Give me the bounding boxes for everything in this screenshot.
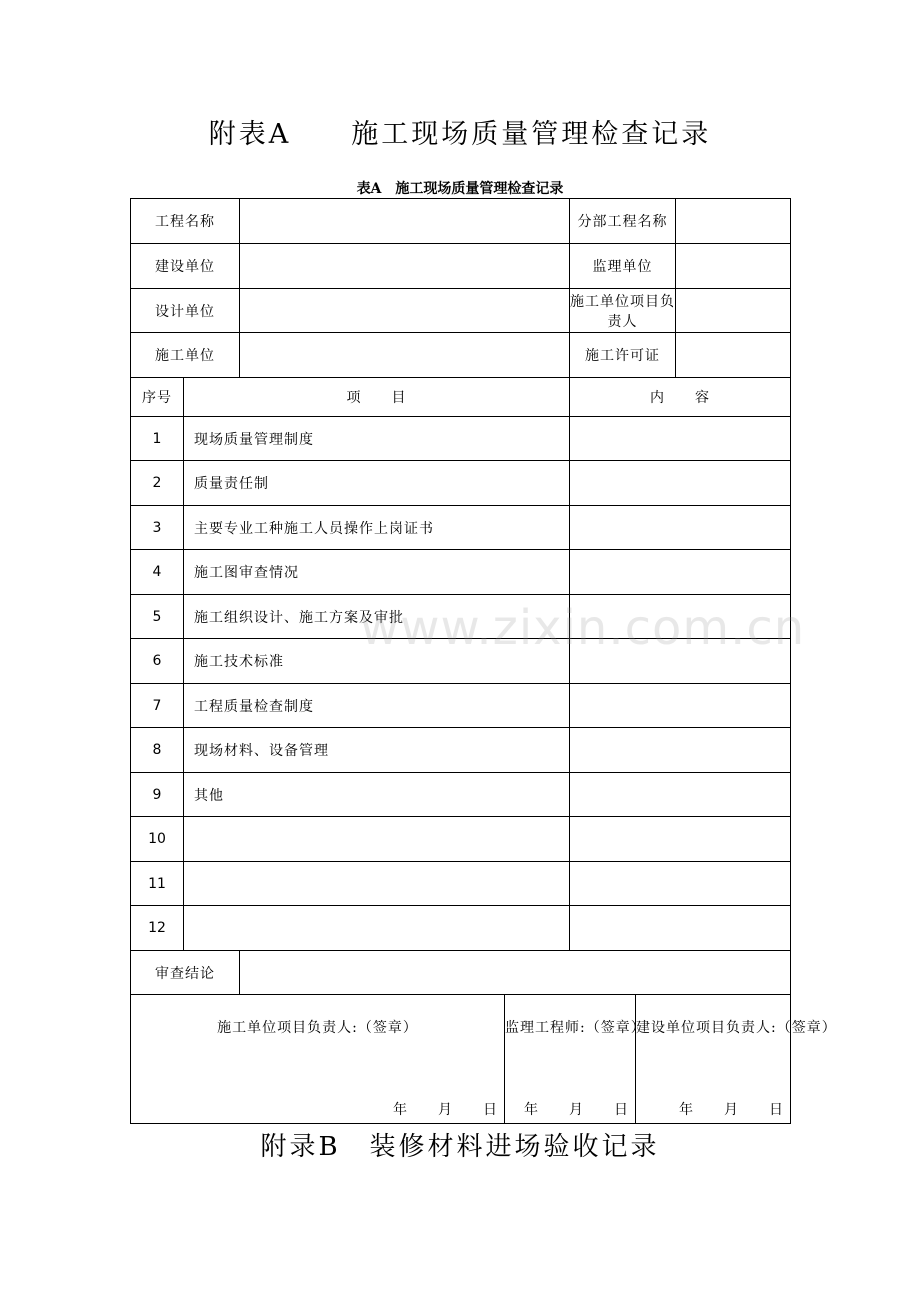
info-row — [131, 244, 791, 289]
info-value-contractor-pm — [676, 289, 791, 333]
info-value-sub-project-name — [676, 199, 791, 244]
table-row — [131, 461, 791, 506]
info-label-owner: 建设单位 — [131, 244, 240, 289]
row-item-name: 其他 — [184, 773, 570, 817]
row-number: 5 — [131, 595, 184, 639]
info-value-designer — [240, 289, 570, 333]
header-item: 项 目 — [184, 378, 570, 417]
row-number: 10 — [131, 817, 184, 862]
signature-label: 施工单位项目负责人:（签章） — [217, 1020, 418, 1036]
signature-date: 年 月 日 — [524, 1102, 629, 1118]
table-caption: 表A 施工现场质量管理检查记录 — [356, 181, 564, 197]
row-number: 7 — [131, 684, 184, 728]
row-content — [570, 817, 791, 862]
row-number: 6 — [131, 639, 184, 684]
row-number: 9 — [131, 773, 184, 817]
row-content — [570, 906, 791, 951]
signature-date: 年 月 日 — [679, 1102, 784, 1118]
quality-inspection-table — [130, 198, 837, 1124]
table-row — [131, 906, 791, 951]
info-row — [131, 289, 791, 333]
row-content — [570, 506, 791, 550]
header-content: 内 容 — [570, 378, 791, 417]
row-content — [570, 773, 791, 817]
info-value-contractor — [240, 333, 570, 378]
signature-label: 建设单位项目负责人:（签章） — [636, 1020, 837, 1036]
row-number: 11 — [131, 862, 184, 906]
signature-label: 监理工程师:（签章） — [505, 1020, 646, 1036]
row-item-name: 施工组织设计、施工方案及审批 — [184, 595, 570, 639]
row-content — [570, 728, 791, 773]
info-value-permit — [676, 333, 791, 378]
row-number: 4 — [131, 550, 184, 595]
table-row — [131, 862, 791, 906]
info-label-permit: 施工许可证 — [570, 333, 676, 378]
row-content — [570, 417, 791, 461]
row-item-name — [184, 906, 570, 951]
row-item-name: 工程质量检查制度 — [184, 684, 570, 728]
info-label-contractor-pm: 施工单位项目负责人 — [570, 289, 676, 333]
info-row — [131, 333, 791, 378]
row-item-name: 现场质量管理制度 — [184, 417, 570, 461]
row-content — [570, 684, 791, 728]
info-label-supervisor: 监理单位 — [570, 244, 676, 289]
table-row — [131, 773, 791, 817]
signature-cell-supervisor — [505, 995, 646, 1124]
info-row — [131, 199, 791, 244]
table-row — [131, 550, 791, 595]
table-row — [131, 506, 791, 550]
document-title: 附表A 施工现场质量管理检查记录 — [208, 119, 712, 150]
info-label-designer: 设计单位 — [131, 289, 240, 333]
table-row — [131, 684, 791, 728]
row-content — [570, 862, 791, 906]
row-item-name — [184, 817, 570, 862]
watermark: www.zixin.com.cn — [360, 600, 806, 656]
next-section-title: 附录B 装修材料进场验收记录 — [260, 1132, 660, 1162]
row-item-name: 施工技术标准 — [184, 639, 570, 684]
info-value-project-name — [240, 199, 570, 244]
conclusion-label: 审查结论 — [131, 951, 240, 995]
info-value-owner — [240, 244, 570, 289]
signature-date: 年 月 日 — [393, 1102, 498, 1118]
conclusion-row — [131, 951, 791, 995]
row-number: 1 — [131, 417, 184, 461]
header-row — [131, 378, 791, 417]
row-content — [570, 461, 791, 506]
row-item-name: 主要专业工种施工人员操作上岗证书 — [184, 506, 570, 550]
conclusion-value — [240, 951, 791, 995]
table-row — [131, 728, 791, 773]
signature-cell-contractor — [131, 995, 505, 1124]
row-item-name: 质量责任制 — [184, 461, 570, 506]
row-content — [570, 550, 791, 595]
table-row — [131, 417, 791, 461]
info-value-supervisor — [676, 244, 791, 289]
row-number: 2 — [131, 461, 184, 506]
row-item-name — [184, 862, 570, 906]
row-item-name: 现场材料、设备管理 — [184, 728, 570, 773]
row-number: 8 — [131, 728, 184, 773]
row-item-name: 施工图审查情况 — [184, 550, 570, 595]
table-row — [131, 817, 791, 862]
signature-row — [131, 995, 791, 1124]
header-seq: 序号 — [131, 378, 184, 417]
info-label-sub-project-name: 分部工程名称 — [570, 199, 676, 244]
row-number: 3 — [131, 506, 184, 550]
signature-cell-owner — [636, 995, 837, 1124]
info-label-project-name: 工程名称 — [131, 199, 240, 244]
row-number: 12 — [131, 906, 184, 951]
info-label-contractor: 施工单位 — [131, 333, 240, 378]
